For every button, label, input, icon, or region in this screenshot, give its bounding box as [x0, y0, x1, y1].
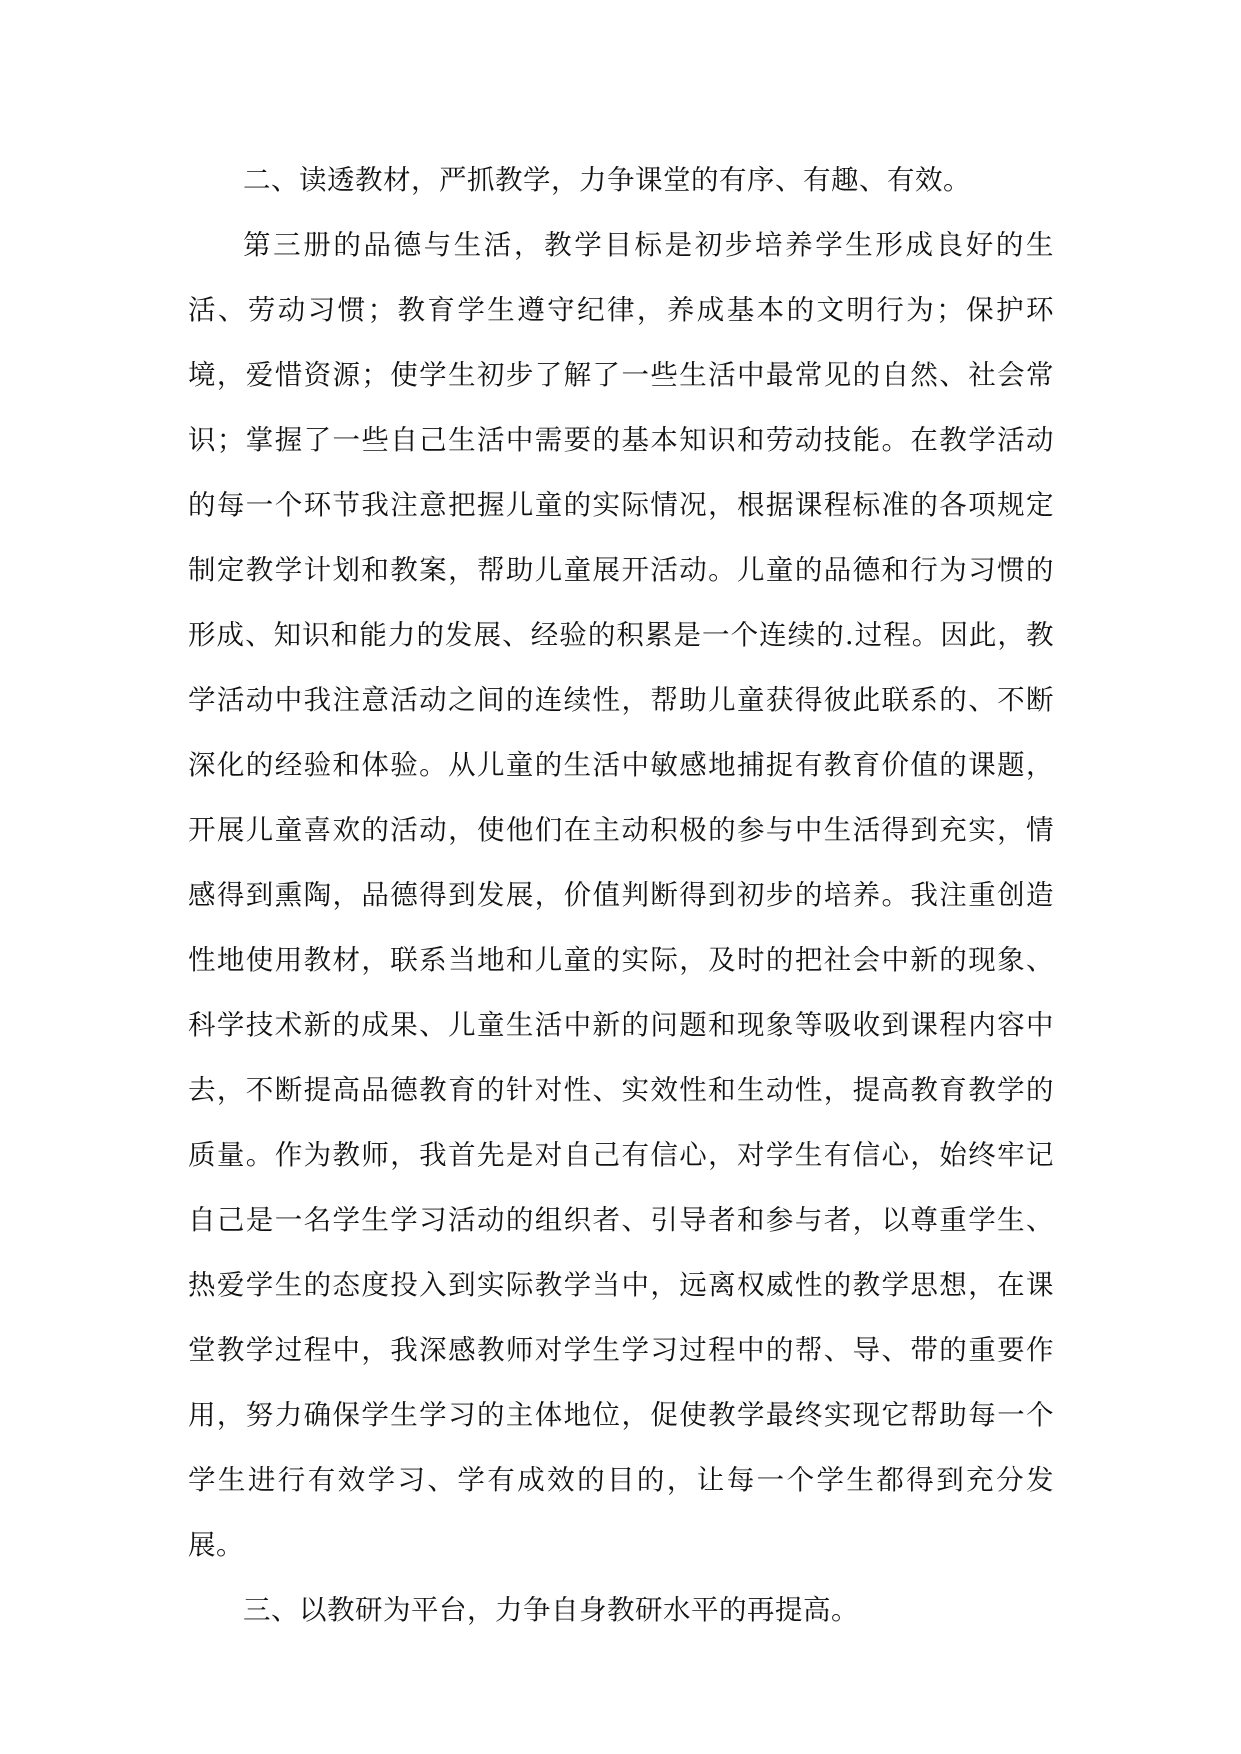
section-heading-two: 二、读透教材，严抓教学，力争课堂的有序、有趣、有效。: [243, 164, 971, 196]
section-heading-three: 三、以教研为平台，力争自身教研水平的再提高。: [243, 1594, 859, 1626]
body-paragraph: 第三册的品德与生活，教学目标是初步培养学生形成良好的生活、劳动习惯；教育学生遵守纪律，养成基本的文明行为；保护环境，爱惜资源；使学生初步了解了一些生活中最常见的自然、社会常识；掌握了一些自己生活中需要的基本知识和劳动技能。在教学活动的每一个环节我注意把握儿童的实际情况，根据课程标准的各项规定制定教学计划和教案，帮助儿童展开活动。儿童的品德和行为习惯的形成、知识和能力的发展、经验的积累是一个连续的.过程。因此，教学活动中我注意活动之间的连续性，帮助儿童获得彼此联系的、不断深化的经验和体验。从儿童的生活中敏感地捕捉有教育价值的课题，开展儿童喜欢的活动，使他们在主动积极的参与中生活得到充实，情感得到熏陶，品德得到发展，价值判断得到初步的培养。我注重创造性地使用教材，联系当地和儿童的实际，及时的把社会中新的现象、科学技术新的成果、儿童生活中新的问题和现象等吸收到课程内容中去，不断提高品德教育的针对性、实效性和生动性，提高教育教学的质量。作为教师，我首先是对自己有信心，对学生有信心，始终牢记自己是一名学生学习活动的组织者、引导者和参与者，以尊重学生、热爱学生的态度投入到实际教学当中，远离权威性的教学思想，在课堂教学过程中，我深感教师对学生学习过程中的帮、导、带的重要作用，努力确保学生学习的主体地位，促使教学最终实现它帮助每一个学生进行有效学习、学有成效的目的，让每一个学生都得到充分发展。: [188, 229, 1054, 1561]
document-body: [188, 148, 1054, 1643]
